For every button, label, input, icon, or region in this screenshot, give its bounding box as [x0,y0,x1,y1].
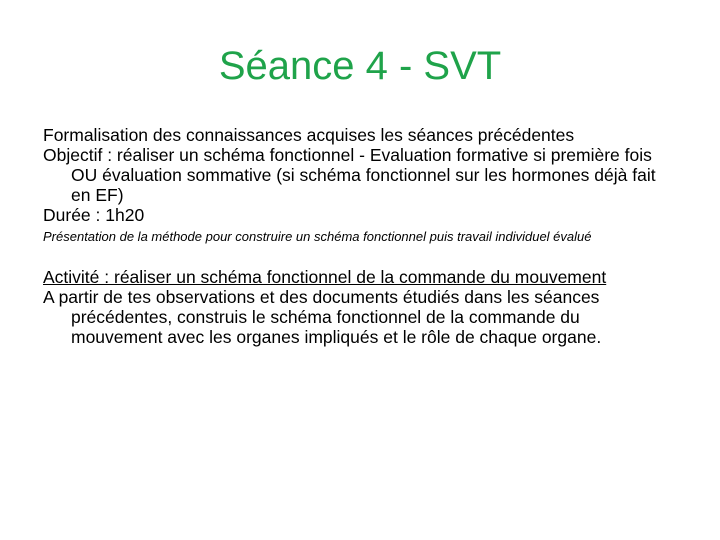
spacer [43,245,673,267]
presentation-note: Présentation de la méthode pour construire un schéma fonctionnel puis travail individuel évalué [43,229,592,244]
activity-heading: Activité : réaliser un schéma fonctionnel de la commande du mouvement [43,267,607,287]
slide-body [43,125,673,347]
activity-instructions: A partir de tes observations et des documents étudiés dans les séances précédentes, construis le schéma fonctionnel de la commande du mouvement avec les organes impliqués et le rôle de chaque organe. [43,287,602,347]
objectif-line: Objectif : réaliser un schéma fonctionnel - Evaluation formative si première fois OU évaluation sommative (si schéma fonctionnel sur les hormones déjà fait en EF) [43,145,656,205]
slide-title: Séance 4 - SVT [218,44,502,88]
formalisation-line: Formalisation des connaissances acquises les séances précédentes [43,125,575,145]
duree-line: Durée : 1h20 [43,205,145,225]
